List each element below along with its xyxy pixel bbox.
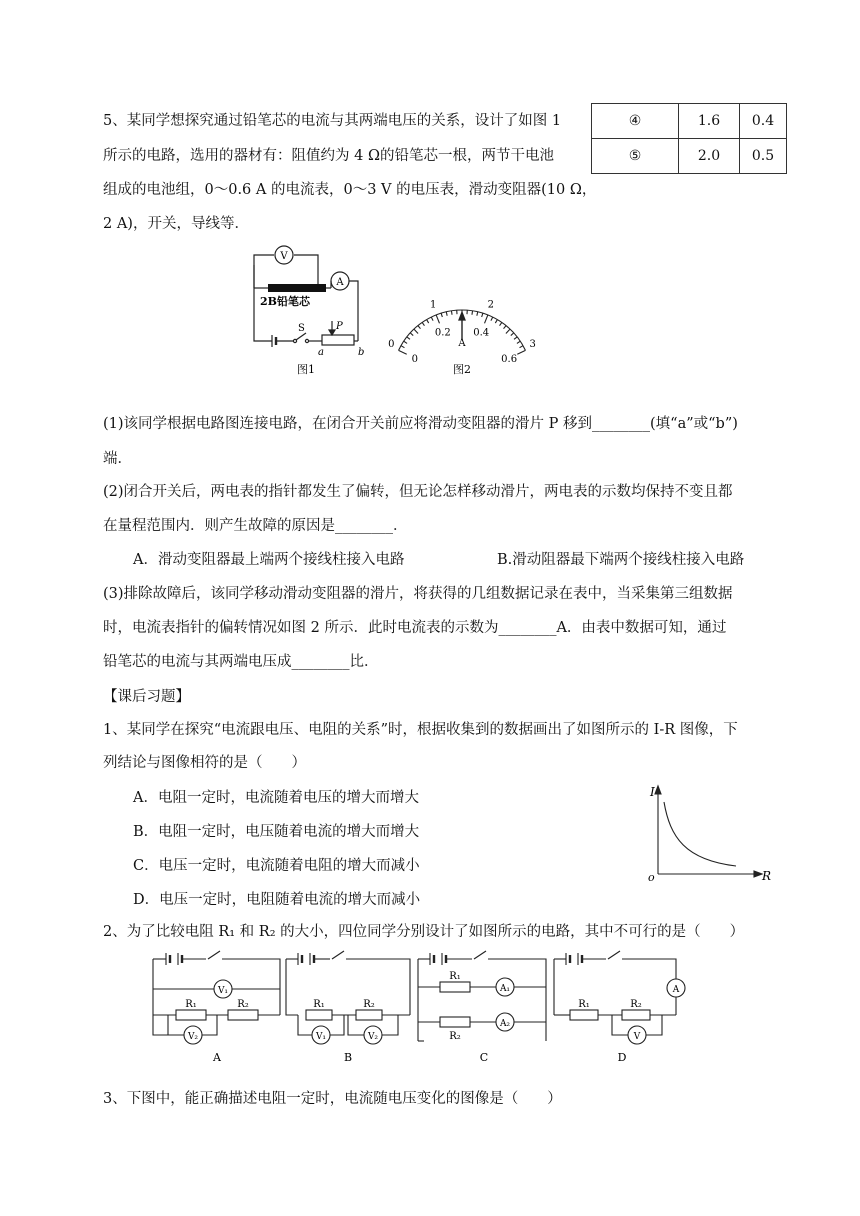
a-label: A	[672, 985, 680, 995]
circuit-label-d: D	[617, 1051, 627, 1064]
dial-tick	[514, 337, 517, 339]
table-cell: ⑤	[592, 139, 679, 174]
r1-label: R₁	[449, 971, 461, 982]
end-a-label: a	[318, 347, 324, 358]
dial-tick	[441, 313, 442, 317]
dial-top-tick: 2	[487, 299, 494, 311]
dial-tick	[485, 315, 488, 323]
dial-bottom-tick: 0.2	[434, 327, 451, 339]
q5-sub3: 铅笔芯的电流与其两端电压成________比．	[103, 654, 379, 670]
dial-tick	[407, 337, 410, 339]
graph-x-label: R	[762, 869, 772, 883]
dial-tick	[477, 312, 478, 316]
dial-tick	[404, 341, 407, 343]
dial-tick	[495, 320, 497, 323]
q5-sub1: 端．	[103, 451, 132, 467]
dial-tick	[422, 322, 424, 325]
hw-q1-option: D．电压一定时，电阻随着电流的增大而减小	[133, 892, 421, 908]
dial-bottom-tick: 0.6	[501, 354, 518, 366]
dial-tick	[511, 333, 514, 336]
circuit-label-b: B	[343, 1051, 353, 1064]
graph-y-label: I	[650, 785, 655, 799]
q5-text: 所示的电路，选用的器材有：阻值约为 4 Ω的铅笔芯一根，两节干电池	[103, 148, 554, 164]
dial-top-tick: 1	[430, 299, 437, 311]
graph-origin: o	[648, 871, 655, 884]
table-cell: 0.5	[740, 139, 787, 174]
v2-label: V₂	[187, 1032, 199, 1042]
dial-unit-label: A	[458, 338, 466, 349]
dial-tick	[472, 311, 473, 315]
r1-label: R₁	[578, 999, 590, 1010]
pencil-label: 2B铅笔芯	[260, 295, 310, 308]
a1-label: A₁	[499, 984, 511, 994]
ammeter-label: A	[336, 277, 344, 288]
r2-label: R₂	[630, 999, 642, 1010]
table-row	[592, 104, 787, 139]
table-cell: ④	[592, 104, 679, 139]
dial-top-tick: 3	[529, 339, 536, 351]
dial-tick	[517, 350, 525, 354]
i-r-graph	[640, 782, 770, 882]
dial-tick	[451, 311, 452, 315]
r1-label: R₁	[185, 999, 197, 1010]
hw-q1-option: B．电阻一定时，电压随着电流的增大而增大	[133, 824, 420, 840]
table-cell: 2.0	[679, 139, 740, 174]
hw-q1-option: C．电压一定时，电流随着电阻的增大而减小	[133, 858, 420, 874]
q5-text: 2 A)，开关，导线等．	[103, 216, 249, 232]
v1-label: V₁	[217, 986, 229, 996]
hw-q1-option: A．电阻一定时，电流随着电压的增大而增大	[133, 790, 419, 806]
circuit-label-c: C	[479, 1051, 489, 1064]
q5-text: 组成的电池组，0～0.6 A 的电流表，0～3 V 的电压表，滑动变阻器(10 Ω，	[103, 182, 597, 198]
v1-label: V₁	[315, 1032, 327, 1042]
dial-tick	[520, 346, 523, 348]
voltmeter-label: V	[280, 251, 288, 262]
option-a: A．滑动变阻器最上端两个接线柱接入电路	[133, 552, 405, 568]
v-label: V	[633, 1032, 641, 1042]
hw-q2: 2、为了比较电阻 R₁ 和 R₂ 的大小，四位同学分别设计了如图所示的电路，其中不可行的是（ ）	[103, 924, 745, 940]
switch-label: S	[298, 323, 305, 334]
figure-2-caption: 图2	[453, 363, 471, 376]
r2-label: R₂	[237, 999, 249, 1010]
q5-text: 5、某同学想探究通过铅笔芯的电流与其两端电压的关系，设计了如图 1	[103, 113, 562, 129]
circuits-figure	[148, 947, 698, 1067]
dial-tick	[500, 322, 502, 325]
table-cell: 0.4	[740, 104, 787, 139]
figure-2-dial	[388, 262, 536, 378]
figure-1-circuit	[232, 243, 382, 378]
q5-sub1: (1)该同学根据电路图连接电路，在闭合开关前应将滑动变阻器的滑片 P 移到________(填“a”或“b”)	[103, 416, 738, 432]
a2-label: A₂	[499, 1019, 511, 1029]
dial-tick	[418, 326, 421, 329]
dial-tick	[414, 329, 418, 333]
end-b-label: b	[358, 347, 365, 358]
data-table	[591, 103, 787, 174]
dial-tick	[410, 333, 413, 336]
dial-tick	[504, 326, 507, 329]
table-cell: 1.6	[679, 104, 740, 139]
circuit-label-a: A	[213, 1051, 221, 1064]
dial-needle-head	[459, 312, 465, 320]
dial-tick	[436, 315, 439, 323]
section-heading: 【课后习题】	[103, 689, 190, 705]
option-b: B.滑动阻器最下端两个接线柱接入电路	[497, 552, 745, 568]
r1-label: R₁	[313, 999, 325, 1010]
dial-tick	[401, 346, 404, 348]
figure-1-caption: 图1	[297, 363, 315, 376]
hw-q3: 3、下图中，能正确描述电阻一定时，电流随电压变化的图像是（ ）	[103, 1091, 562, 1107]
dial-tick	[482, 313, 483, 317]
q5-sub3: 时，电流表指针的偏转情况如图 2 所示．此时电流表的示数为________A．由表中数据可知，通过	[103, 620, 727, 636]
dial-tick	[399, 350, 407, 354]
dial-tick	[446, 312, 447, 316]
r2-label: R₂	[363, 999, 375, 1010]
dial-top-tick: 0	[388, 339, 395, 351]
dial-bottom-tick: 0	[411, 354, 419, 366]
table-row	[592, 139, 787, 174]
q5-sub2: 在量程范围内．则产生故障的原因是________．	[103, 518, 408, 534]
dial-bottom-tick: 0.4	[473, 327, 490, 339]
r2-label: R₂	[449, 1031, 461, 1042]
dial-tick	[431, 317, 433, 321]
dial-tick	[491, 317, 493, 321]
dial-tick	[427, 320, 429, 323]
hw-q1: 列结论与图像相符的是（ ）	[103, 755, 306, 771]
slider-label: P	[336, 321, 343, 332]
q5-sub2: (2)闭合开关后，两电表的指针都发生了偏转，但无论怎样移动滑片，两电表的示数均保持不变且都	[103, 484, 733, 500]
v2-label: V₂	[367, 1032, 379, 1042]
q5-sub3: (3)排除故障后，该同学移动滑动变阻器的滑片，将获得的几组数据记录在表中，当采集第三组数据	[103, 586, 733, 602]
hw-q1: 1、某同学在探究“电流跟电压、电阻的关系”时，根据收集到的数据画出了如图所示的 I-R 图像，下	[103, 722, 738, 738]
dial-tick	[517, 341, 520, 343]
dial-tick	[506, 329, 510, 333]
